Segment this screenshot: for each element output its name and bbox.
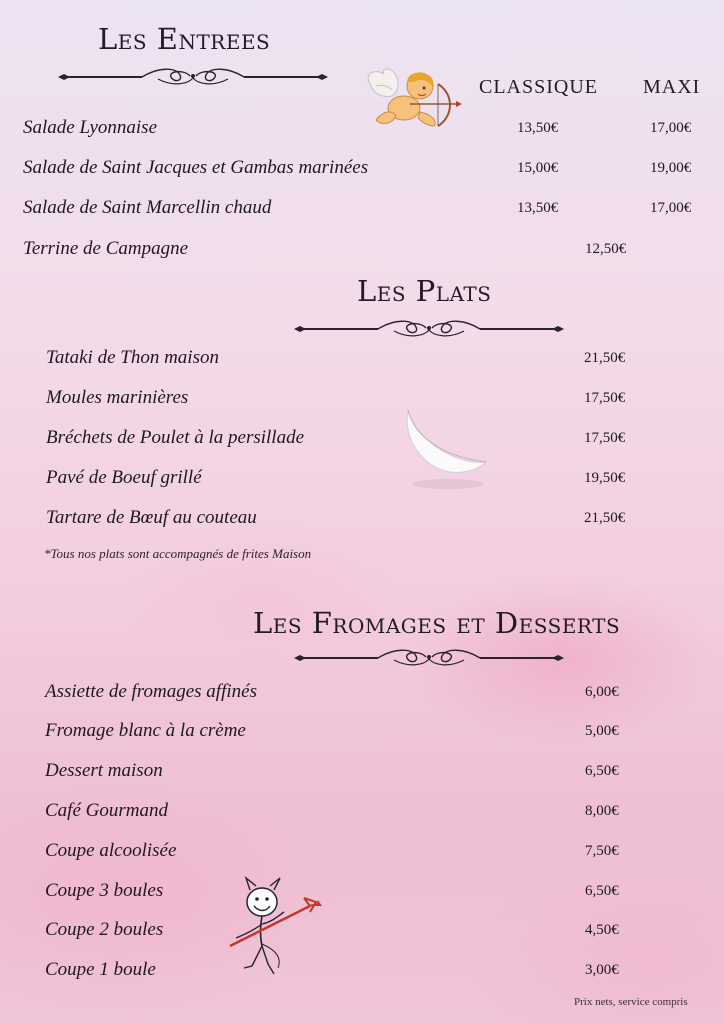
price-classique: 13,50€ [517,200,559,216]
price-classique: 13,50€ [517,120,559,136]
price: 6,00€ [585,684,619,700]
desserts-title: Les Fromages et Desserts [253,606,621,640]
plats-title: Les Plats [357,274,492,308]
entrees-ornament-divider [58,64,328,88]
menu-item: Coupe 3 boules [45,880,164,901]
column-maxi-header: MAXI [643,76,701,98]
menu-item: Bréchets de Poulet à la persillade [46,427,305,448]
menu-item: Tartare de Bœuf au couteau [46,507,257,528]
menu-item: Pavé de Boeuf grillé [46,467,202,488]
menu-item: Coupe 1 boule [45,959,156,980]
menu-item: Fromage blanc à la crème [45,720,246,741]
price: 8,00€ [585,803,619,819]
footer-note: Prix nets, service compris [574,996,688,1008]
price-classique: 15,00€ [517,160,559,176]
devil-illustration [224,876,324,980]
menu-item: Café Gourmand [45,800,168,821]
price: 6,50€ [585,883,619,899]
price: 3,00€ [585,962,619,978]
menu-item: Assiette de fromages affinés [45,681,257,702]
menu-item: Salade Lyonnaise [23,117,158,138]
price: 6,50€ [585,763,619,779]
price: 19,50€ [584,470,626,486]
menu-item: Dessert maison [45,760,163,781]
plats-footnote: *Tous nos plats sont accompagnés de frites Maison [44,546,312,561]
price-maxi: 17,00€ [650,120,692,136]
price: 12,50€ [585,241,627,257]
column-classique-header: CLASSIQUE [479,76,599,98]
menu-item: Moules marinières [46,387,189,408]
menu-item: Salade de Saint Marcellin chaud [23,197,272,218]
price: 21,50€ [584,350,626,366]
price: 17,50€ [584,390,626,406]
plats-ornament-divider [294,316,564,340]
cupid-illustration [362,64,462,132]
price: 7,50€ [585,843,619,859]
feather-illustration [398,404,494,496]
menu-item: Coupe alcoolisée [45,840,177,861]
menu-item: Tataki de Thon maison [46,347,219,368]
price: 17,50€ [584,430,626,446]
price: 4,50€ [585,922,619,938]
price: 5,00€ [585,723,619,739]
price: 21,50€ [584,510,626,526]
entrees-title: Les Entrees [98,22,271,56]
menu-item: Coupe 2 boules [45,919,164,940]
price-maxi: 19,00€ [650,160,692,176]
menu-item: Salade de Saint Jacques et Gambas marinées [23,157,369,178]
menu-item: Terrine de Campagne [23,238,189,259]
desserts-ornament-divider [294,645,564,669]
price-maxi: 17,00€ [650,200,692,216]
